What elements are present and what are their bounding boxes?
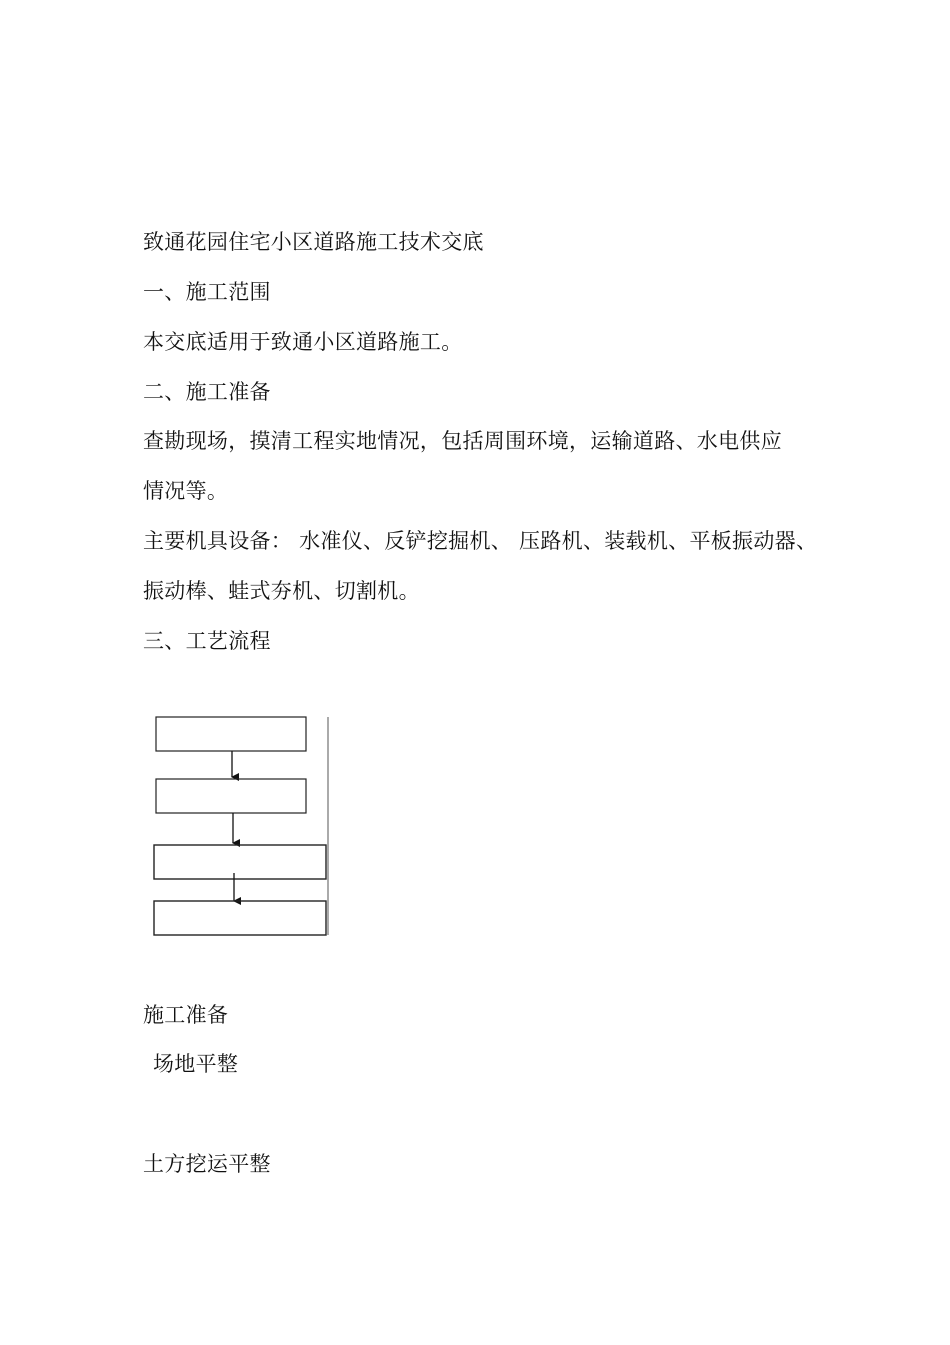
- document-title: 致通花园住宅小区道路施工技术交底: [143, 230, 484, 254]
- survey-text-line-2: 情况等。: [143, 479, 229, 503]
- section-heading-preparation: 二、施工准备: [143, 380, 271, 404]
- flow-label-earthwork: 土方挖运平整: [143, 1152, 271, 1176]
- flowchart-box-3: [154, 845, 326, 879]
- section-heading-process: 三、工艺流程: [143, 629, 271, 653]
- process-flowchart: [150, 713, 335, 943]
- flow-label-preparation: 施工准备: [143, 1003, 229, 1027]
- scope-text: 本交底适用于致通小区道路施工。: [143, 330, 463, 354]
- flowchart-box-4: [154, 901, 326, 935]
- flowchart-box-2: [156, 779, 306, 813]
- section-heading-scope: 一、施工范围: [143, 280, 271, 304]
- equipment-text-line-1: 主要机具设备： 水准仪、反铲挖掘机、 压路机、装载机、平板振动器、: [143, 529, 818, 553]
- survey-text-line-1: 查勘现场，摸清工程实地情况，包括周围环境，运输道路、水电供应: [143, 429, 782, 453]
- equipment-text-line-2: 振动棒、蛙式夯机、切割机。: [143, 579, 420, 603]
- flow-label-site-leveling: 场地平整: [153, 1052, 239, 1076]
- flowchart-box-1: [156, 717, 306, 751]
